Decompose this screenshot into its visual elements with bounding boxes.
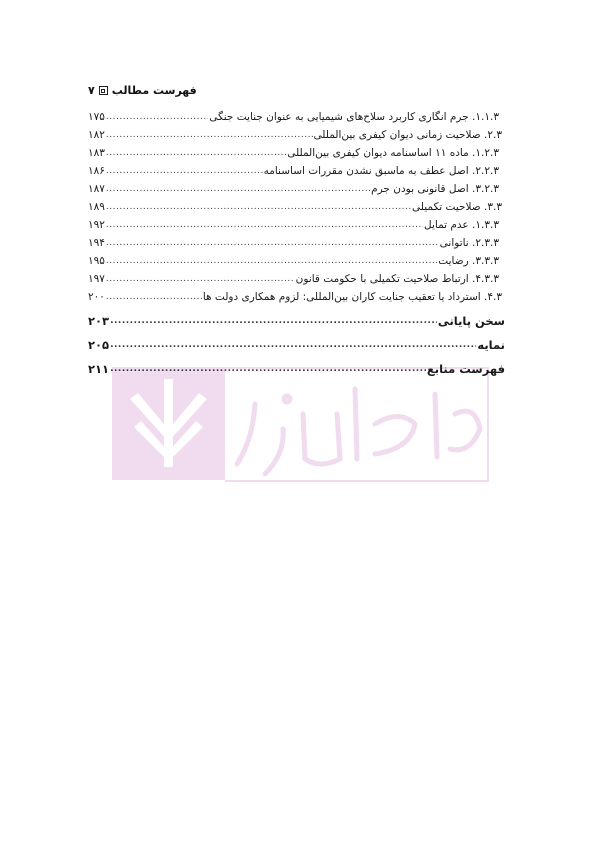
toc-entry-title: ۳.۳.۳. رضایت [438,255,499,267]
dot-leader [106,270,295,288]
toc-entry-page: ۲۰۳ [88,314,110,328]
toc-entry-page: ۱۸۳ [88,147,105,159]
toc-entry[interactable] [88,144,505,162]
toc-entry-page: ۱۸۶ [88,165,105,177]
toc-entry-title: ۴.۳.۳. ارتباط صلاحیت تکمیلی با حکومت قانون [295,273,499,285]
toc-entry-title: ۳.۲.۳. اصل قانونی بودن جرم [371,183,499,195]
watermark-logo [112,367,489,480]
dot-leader [106,162,263,180]
toc-entry-page: ۱۹۲ [88,219,105,231]
toc-entry-title: ۲.۳.۳. ناتوانی [439,237,499,249]
toc-entry[interactable] [88,180,505,198]
dot-leader [110,360,426,378]
dot-leader [106,288,202,306]
toc-entry-bibliography[interactable] [88,360,505,378]
toc-entry-page: ۱۹۴ [88,237,105,249]
dot-leader [106,180,370,198]
dot-leader [106,108,208,126]
toc-entry-title: سخن پایانی [437,314,505,328]
toc-entry-index[interactable] [88,336,505,354]
toc-entry-title: ۲.۲.۳. اصل عطف به ماسبق نشدن مقررات اساسنامه [263,165,499,177]
toc-entry-page: ۲۰۰ [88,291,105,303]
toc-entry-title: ۲.۳. صلاحیت زمانی دیوان کیفری بین‌المللی [313,129,502,141]
watermark-frame [225,367,489,482]
toc-entry[interactable] [88,216,505,234]
toc-entry-page: ۲۱۱ [88,362,110,376]
toc-entry-page: ۲۰۵ [88,338,110,352]
toc-entry[interactable] [88,288,505,306]
dot-leader [110,336,476,354]
toc-entry[interactable] [88,126,505,144]
dot-leader [106,216,423,234]
toc-entry-title: نمایه [477,338,505,352]
dot-leader [106,126,313,144]
toc-entry-title: ۱.۲.۳. ماده ۱۱ اساسنامه دیوان کیفری بین‌المللی [287,147,499,159]
running-head-title: فهرست مطالب [111,84,197,97]
toc-entry-closing-remarks[interactable] [88,312,505,330]
toc-entry[interactable] [88,162,505,180]
nested-square-icon [99,86,108,95]
toc-entry[interactable] [88,198,505,216]
toc-entry[interactable] [88,234,505,252]
toc-entry-title: ۱.۱.۳. جرم انگاری کاربرد سلاح‌های شیمیایی به عنوان جنایت جنگی [209,111,499,123]
toc-entry-page: ۱۸۷ [88,183,105,195]
dot-leader [110,312,437,330]
dot-leader [106,144,286,162]
toc-entry-title: ۳.۳. صلاحیت تکمیلی [412,201,502,213]
toc-entry-page: ۱۸۹ [88,201,105,213]
watermark-wordmark-icon [225,369,487,480]
toc-entry[interactable] [88,252,505,270]
toc-entry-page: ۱۹۷ [88,273,105,285]
toc-entry-title: ۴.۳. استرداد یا تعقیب جنایت کاران بین‌المللی: لزوم همکاری دولت ها [202,291,502,303]
toc-entry-page: ۱۹۵ [88,255,105,267]
tree-emblem-icon [112,367,225,480]
toc-entry[interactable] [88,270,505,288]
running-head-page-number: ۷ [88,84,95,97]
dot-leader [106,234,439,252]
running-head [88,84,197,97]
toc-entry[interactable] [88,108,505,126]
dot-leader [106,252,437,270]
toc-entry-page: ۱۸۲ [88,129,105,141]
toc-entry-page: ۱۷۵ [88,111,105,123]
watermark-emblem [112,367,225,480]
toc-entry-title: ۱.۳.۳. عدم تمایل [424,219,499,231]
dot-leader [106,198,411,216]
toc-entry-title: فهرست منابع [426,362,505,376]
